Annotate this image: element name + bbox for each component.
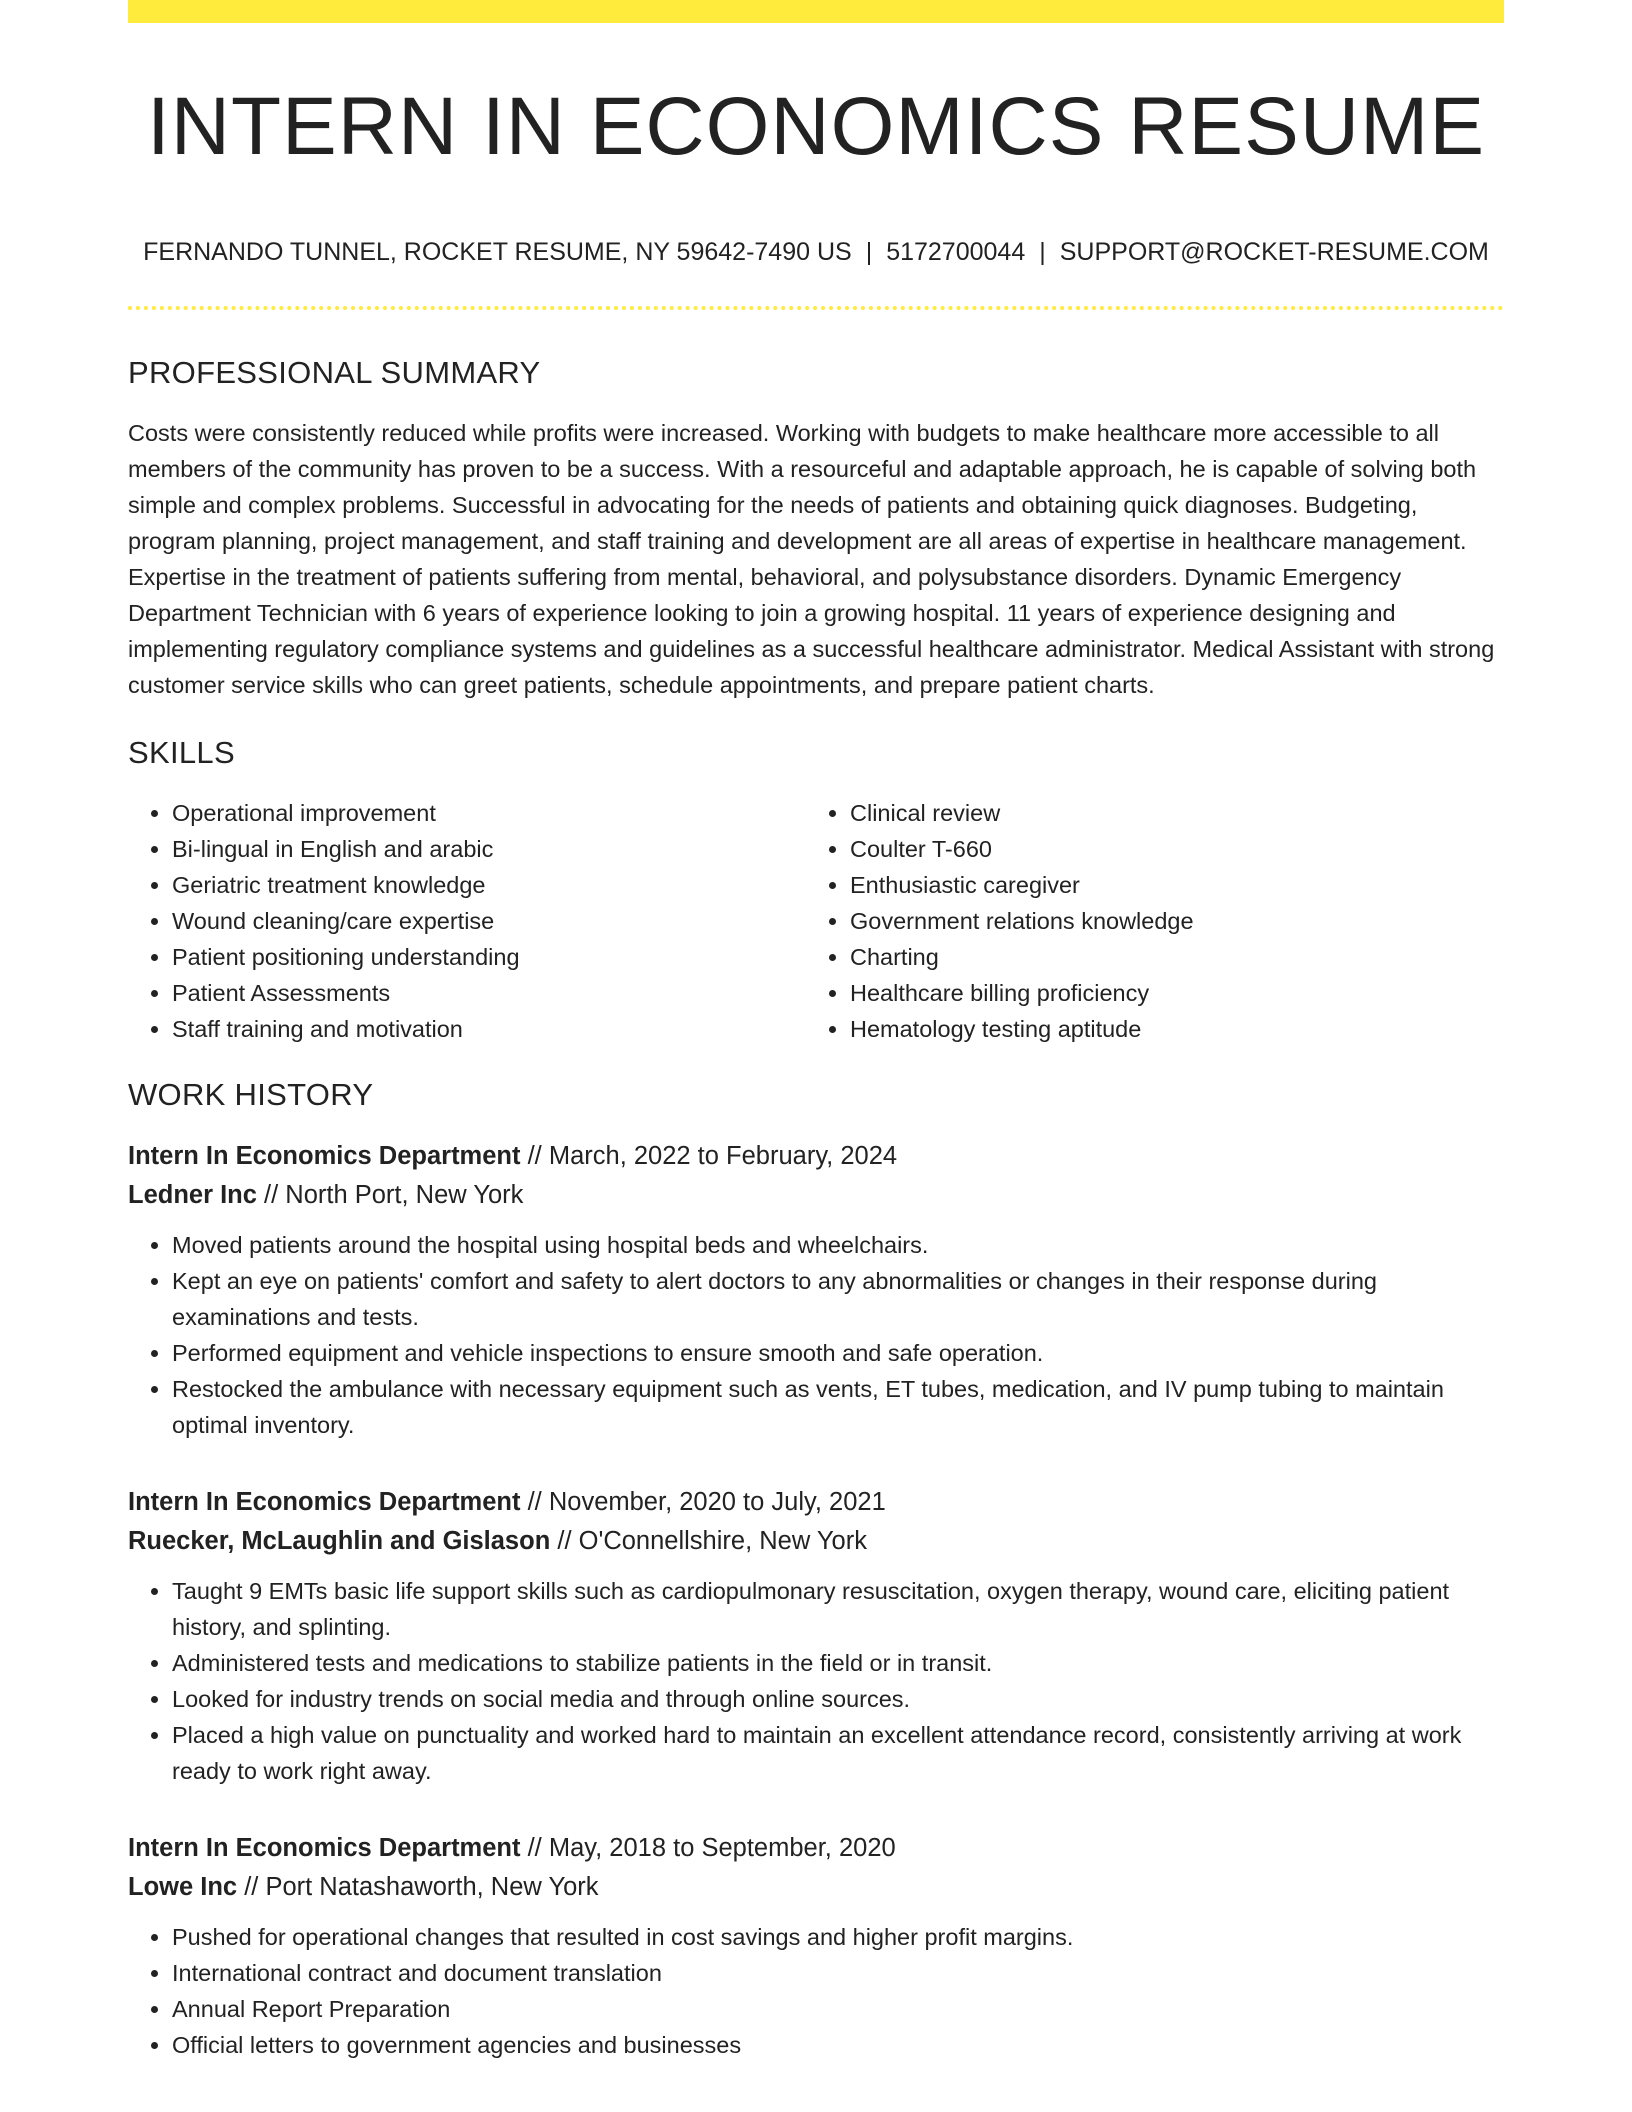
skill-item: • Patient Assessments [172,975,806,1011]
job-bullets [128,1227,1504,1443]
job-location: // O'Connellshire, New York [557,1527,867,1555]
job-entry [128,1137,1504,1443]
job-entry [128,1483,1504,1789]
job-location: // North Port, New York [264,1181,524,1209]
skill-item: • Wound cleaning/care expertise [172,903,806,939]
skill-item: • Patient positioning understanding [172,939,806,975]
job-bullet: • Restocked the ambulance with necessary equipment such as vents, ET tubes, medication, and IV pump tubing to maintain optimal inventory. [172,1371,1504,1443]
skill-item: • Coulter T-660 [850,831,1484,867]
contact-phone: 5172700044 [886,238,1026,266]
contact-email: SUPPORT@ROCKET-RESUME.COM [1059,238,1489,266]
contact-separator: | [865,238,873,266]
job-bullet: • Taught 9 EMTs basic life support skills such as cardiopulmonary resuscitation, oxygen therapy, wound care, eliciting patient history, and splinting. [172,1573,1504,1645]
skills-column-right [806,795,1484,1047]
job-dates: // November, 2020 to July, 2021 [527,1488,886,1516]
job-title: Intern In Economics Department [128,1488,521,1516]
job-title: Intern In Economics Department [128,1142,521,1170]
summary-text: Costs were consistently reduced while profits were increased. Working with budgets to make healthcare more accessible to all members of the community has proven to be a success. With a resourceful and adaptable approach, he is capable of solving both simple and complex problems. Successful in advocating for the needs of patients and obtaining quick diagnoses. Budgeting, program planning, project management, and staff training and development are all areas of expertise in healthcare management. Expertise in the treatment of patients suffering from mental, behavioral, and polysubstance disorders. Dynamic Emergency Department Technician with 6 years of experience looking to join a growing hospital. 11 years of experience designing and implementing regulatory compliance systems and guidelines as a successful healthcare administrator. Medical Assistant with strong customer service skills who can greet patients, schedule appointments, and prepare patient charts. [128,420,1495,698]
job-bullet: • Annual Report Preparation [172,1991,1504,2027]
job-company-line [128,1522,1504,1561]
skill-item: • Charting [850,939,1484,975]
skill-item: • Bi-lingual in English and arabic [172,831,806,867]
job-bullet: • Kept an eye on patients' comfort and safety to alert doctors to any abnormalities or changes in their response during examinations and tests. [172,1263,1504,1335]
summary-heading: PROFESSIONAL SUMMARY [128,355,541,390]
job-bullets [128,1919,1504,2063]
job-bullet: • International contract and document translation [172,1955,1504,1991]
contact-line [128,238,1504,267]
skill-item: • Hematology testing aptitude [850,1011,1484,1047]
skills-list [128,795,1504,1047]
job-location: // Port Natashaworth, New York [244,1873,599,1901]
job-bullet: • Pushed for operational changes that resulted in cost savings and higher profit margins. [172,1919,1504,1955]
job-title: Intern In Economics Department [128,1834,521,1862]
job-bullets [128,1573,1504,1789]
skills-column-left [128,795,806,1047]
job-title-line [128,1483,1504,1522]
job-bullet: • Moved patients around the hospital using hospital beds and wheelchairs. [172,1227,1504,1263]
skill-item: • Geriatric treatment knowledge [172,867,806,903]
job-company-line [128,1176,1504,1215]
skill-item: • Clinical review [850,795,1484,831]
job-company: Ruecker, McLaughlin and Gislason [128,1527,551,1555]
job-company: Ledner Inc [128,1181,257,1209]
job-dates: // May, 2018 to September, 2020 [527,1834,896,1862]
work-history-heading: WORK HISTORY [128,1077,374,1112]
accent-top-bar [128,0,1504,23]
skill-item: • Enthusiastic caregiver [850,867,1484,903]
skill-item: • Operational improvement [172,795,806,831]
resume-title: INTERN IN ECONOMICS RESUME [146,81,1486,172]
job-bullet: • Looked for industry trends on social media and through online sources. [172,1681,1504,1717]
job-bullet: • Placed a high value on punctuality and worked hard to maintain an excellent attendance record, consistently arriving at work ready to work right away. [172,1717,1504,1789]
job-title-line [128,1137,1504,1176]
contact-address: FERNANDO TUNNEL, ROCKET RESUME, NY 59642-7490 US [143,238,852,266]
skill-item: • Government relations knowledge [850,903,1484,939]
skill-item: • Healthcare billing proficiency [850,975,1484,1011]
job-company-line [128,1868,1504,1907]
job-company: Lowe Inc [128,1873,238,1901]
skill-item: • Staff training and motivation [172,1011,806,1047]
job-bullet: • Official letters to government agencies and businesses [172,2027,1504,2063]
job-bullet: • Performed equipment and vehicle inspections to ensure smooth and safe operation. [172,1335,1504,1371]
contact-separator: | [1039,238,1046,266]
skills-heading: SKILLS [128,735,235,770]
job-bullet: • Administered tests and medications to stabilize patients in the field or in transit. [172,1645,1504,1681]
job-entry [128,1829,1504,2063]
job-title-line [128,1829,1504,1868]
dotted-divider [128,306,1504,310]
resume-content [128,355,1504,2103]
job-dates: // March, 2022 to February, 2024 [527,1142,898,1170]
